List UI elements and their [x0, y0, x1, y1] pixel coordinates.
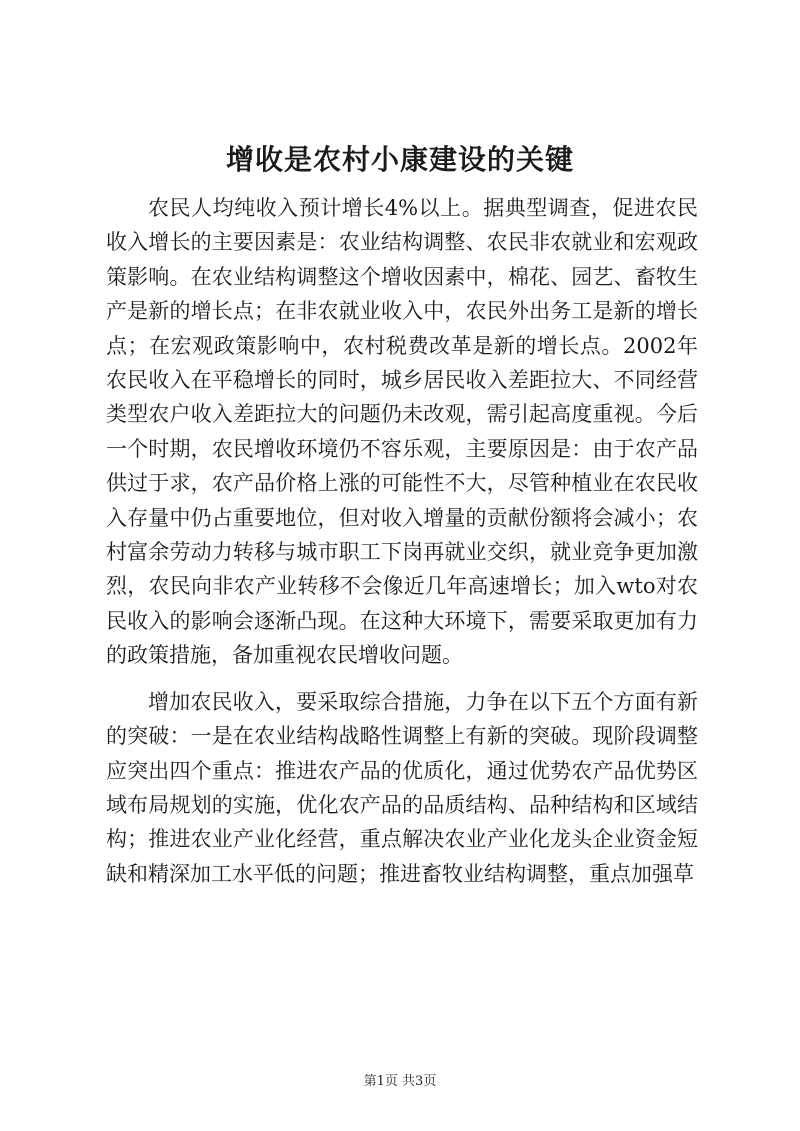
paragraph-1: 农民人均纯收入预计增长4%以上。据典型调查，促进农民收入增长的主要因素是：农业结构调整、农民非农就业和宏观政策影响。在农业结构调整这个增收因素中，棉花、园艺、畜牧生产是新的增长点；在非农就业收入中，农民外出务工是新的增长点；在宏观政策影响中，农村税费改革是新的增长点。2002年农民收入在平稳增长的同时，城乡居民收入差距拉大、不同经营类型农户收入差距拉大的问题仍未改观，需引起高度重视。今后一个时期，农民增收环境仍不容乐观，主要原因是：由于农产品供过于求，农产品价格上涨的可能性不大，尽管种植业在农民收入存量中仍占重要地位，但对收入增量的贡献份额将会减小；农村富余劳动力转移与城市职工下岗再就业交织，就业竞争更加激烈，农民向非农产业转移不会像近几年高速增长；加入wto对农民收入的影响会逐渐凸现。在这种大环境下，需要采取更加有力的政策措施，备加重视农民增收问题。 — [106, 196, 698, 668]
document-body — [106, 191, 698, 891]
page-number-footer: 第1页 共3页 — [363, 1074, 437, 1089]
paragraph-2: 增加农民收入，要采取综合措施，力争在以下五个方面有新的突破：一是在农业结构战略性调整上有新的突破。现阶段调整应突出四个重点：推进农产品的优质化，通过优势农产品优势区域布局规划的实施，优化农产品的品质结构、品种结构和区域结构；推进农业产业化经营，重点解决农业产业化龙头企业资金短缺和精深加工水平低的问题；推进畜牧业结构调整，重点加强草 — [106, 689, 698, 886]
document-title: 增收是农村小康建设的关键 — [225, 143, 574, 176]
